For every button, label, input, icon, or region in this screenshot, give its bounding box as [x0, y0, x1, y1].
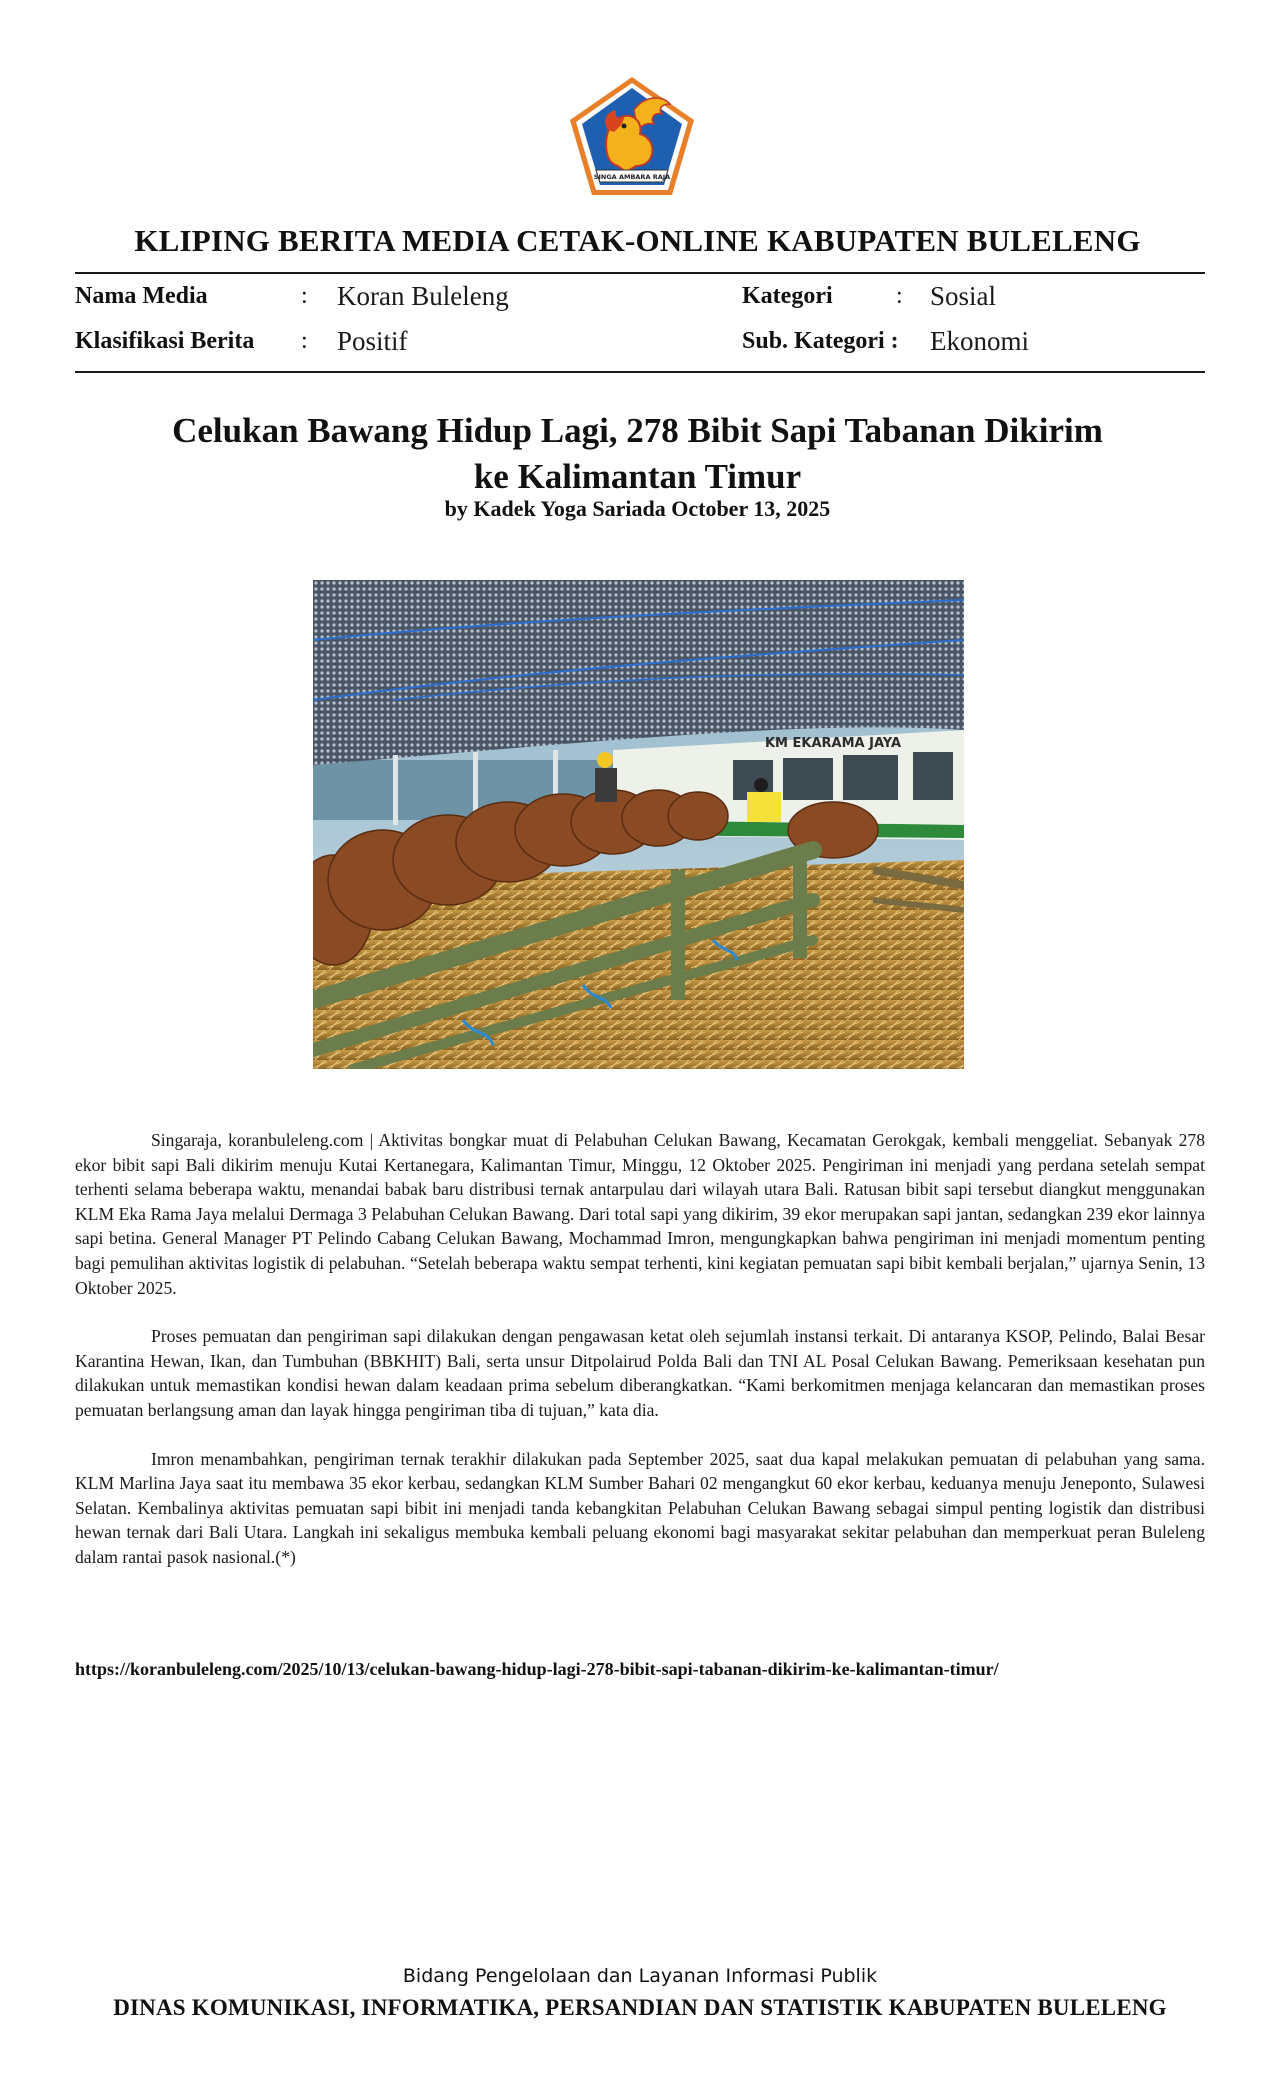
- media-label: Nama Media: [75, 283, 208, 309]
- article-headline: [100, 408, 1175, 500]
- article-paragraph-2: Proses pemuatan dan pengiriman sapi dilakukan dengan pengawasan ketat oleh sejumlah instansi terkait. Di antaranya KSOP, Pelindo, Balai Besar Karantina Hewan, Ikan, dan Tumbuhan (BBKHIT) Bali, serta unsur Ditpolairud Polda Bali dan TNI AL Posal Celukan Bawang. Pemeriksaan kesehatan pun dilakukan untuk memastikan kondisi hewan dalam keadaan prima sebelum diberangkatkan. “Kami berkomitmen menjaga kelancaran dan memastikan proses pemuatan berlangsung aman dan layak hingga pengiriman tiba di tujuan,” kata dia.: [75, 1326, 1205, 1420]
- subkategori-value: Ekonomi: [930, 326, 1029, 356]
- header-bottom-rule: [75, 371, 1205, 373]
- klasifikasi-colon: :: [301, 328, 308, 354]
- kategori-value: Sosial: [930, 281, 997, 311]
- logo-motto: SINGA AMBARA RAJA: [593, 173, 671, 181]
- kategori-colon: :: [896, 283, 903, 309]
- headline-line-2: ke Kalimantan Timur: [473, 457, 802, 496]
- article-photo: [313, 580, 964, 1069]
- article-paragraph-1: Singaraja, koranbuleleng.com | Aktivitas bongkar muat di Pelabuhan Celukan Bawang, Kecamatan Gerokgak, kembali menggeliat. Sebanyak 278 ekor bibit sapi Bali dikirim menuju Kutai Kertanegara, Kalimantan Timur, Minggu, 12 Oktober 2025. Pengiriman ini menjadi yang perdana setelah sempat terhenti selama beberapa waktu, menandai babak baru distribusi ternak antarpulau dari wilayah utara Bali. Ratusan bibit sapi tersebut diangkut menggunakan KLM Eka Rama Jaya melalui Dermaga 3 Pelabuhan Celukan Bawang. Dari total sapi yang dikirim, 39 ekor merupakan sapi jantan, sedangkan 239 ekor lainnya sapi betina. General Manager PT Pelindo Cabang Celukan Bawang, Mochammad Imron, mengungkapkan bahwa pengiriman ini menjadi momentum penting bagi pemulihan aktivitas logistik di pelabuhan. “Setelah beberapa waktu sempat terhenti, kini kegiatan pemuatan sapi bibit kembali berjalan,” ujarnya Senin, 13 Oktober 2025.: [75, 1130, 1205, 1298]
- document-title: KLIPING BERITA MEDIA CETAK-ONLINE KABUPATEN BULELENG: [134, 223, 1141, 258]
- klasifikasi-label: Klasifikasi Berita: [75, 328, 255, 354]
- kategori-label: Kategori: [742, 283, 833, 309]
- headline-line-1: Celukan Bawang Hidup Lagi, 278 Bibit Sapi Tabanan Dikirim: [172, 411, 1103, 450]
- article-byline: by Kadek Yoga Sariada October 13, 2025: [444, 496, 831, 521]
- article-body: [75, 1128, 1205, 1594]
- media-colon: :: [301, 283, 308, 309]
- article-paragraph-3: Imron menambahkan, pengiriman ternak terakhir dilakukan pada September 2025, saat dua kapal melakukan pemuatan di pelabuhan yang sama. KLM Marlina Jaya saat itu membawa 35 ekor kerbau, sedangkan KLM Sumber Bahari 02 mengangkut 60 ekor kerbau, keduanya menuju Jeneponto, Sulawesi Selatan. Kembalinya aktivitas pemuatan sapi bibit ini menjadi tanda kebangkitan Pelabuhan Celukan Bawang sebagai simpul penting logistik dan distribusi hewan ternak dari Bali Utara. Langkah ini sekaligus membuka kembali peluang ekonomi bagi masyarakat sekitar pelabuhan dan memperkuat peran Buleleng dalam rantai pasok nasional.(*): [75, 1448, 1205, 1567]
- klasifikasi-value: Positif: [337, 326, 408, 356]
- buleleng-regency-logo: [566, 74, 698, 200]
- media-value: Koran Buleleng: [337, 281, 509, 311]
- subkategori-label: Sub. Kategori :: [742, 328, 899, 354]
- source-url[interactable]: https://koranbuleleng.com/2025/10/13/celukan-bawang-hidup-lagi-278-bibit-sapi-tabanan-dikirim-ke-kalimantan-timur/: [75, 1659, 999, 1679]
- photo-ship-name: KM EKARAMA JAYA: [764, 736, 902, 751]
- footer-agency: DINAS KOMUNIKASI, INFORMATIKA, PERSANDIAN DAN STATISTIK KABUPATEN BULELENG: [113, 1995, 1167, 2020]
- header-top-rule: [75, 272, 1205, 274]
- footer-department: Bidang Pengelolaan dan Layanan Informasi Publik: [402, 1965, 878, 1987]
